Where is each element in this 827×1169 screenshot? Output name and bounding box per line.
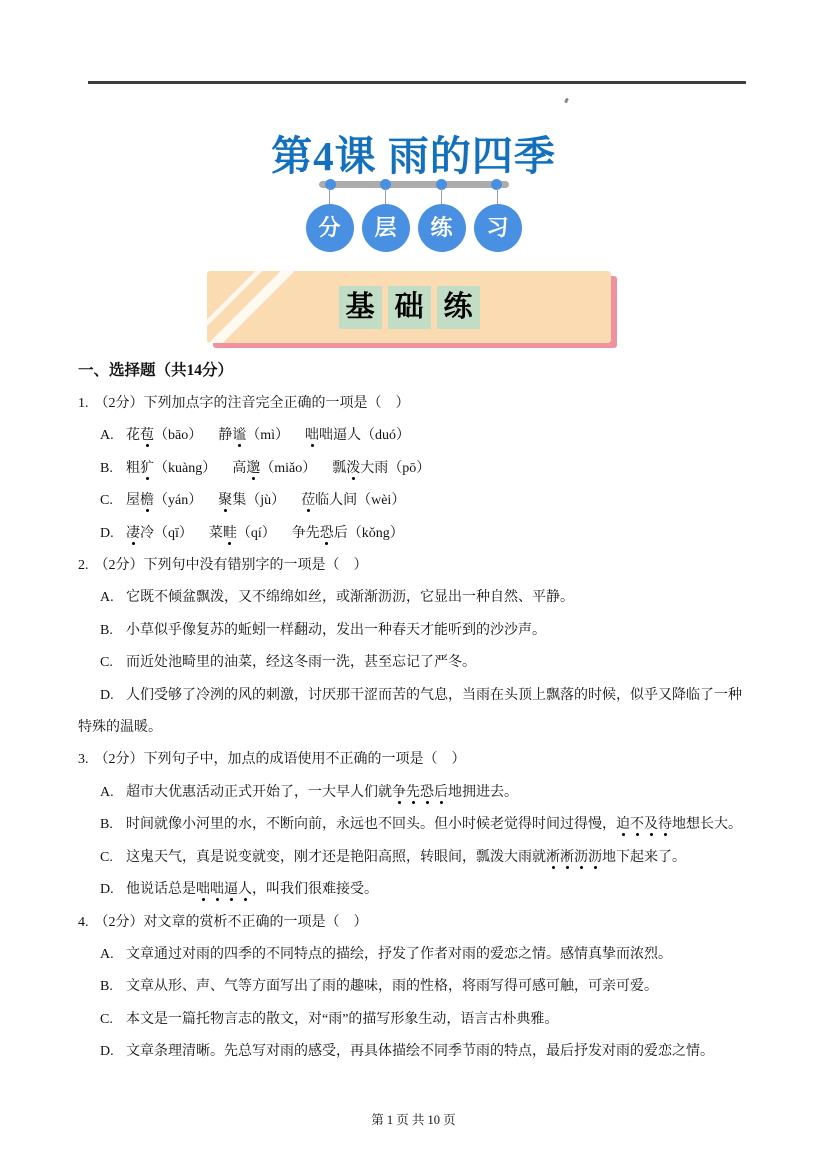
banner-tile: 基 <box>339 286 382 329</box>
option-row <box>78 1036 744 1068</box>
badge-item <box>418 188 466 252</box>
option-label: D. <box>100 1044 114 1060</box>
option-label: D. <box>100 687 114 703</box>
option-row <box>78 777 744 809</box>
dotted-char: 后 <box>434 784 448 800</box>
section-heading: 一、选择题（共14分） <box>78 362 234 379</box>
question <box>78 388 744 550</box>
dotted-char: 莅 <box>301 493 316 509</box>
question-stem-text: （2分）下列句子中，加点的成语使用不正确的一项是（ ） <box>94 752 466 768</box>
option-phrase: 莅临人间（wèi） <box>301 493 406 509</box>
dotted-char: 恐 <box>420 784 434 800</box>
badge-circle: 习 <box>474 204 522 252</box>
option-label: C. <box>100 655 113 671</box>
option-phrase: 咄咄逼人（duó） <box>305 428 410 444</box>
option-phrase: 聚集（jù） <box>218 493 286 509</box>
option-phrase: 花苞（bāo） <box>126 428 203 444</box>
option-row <box>78 971 744 1003</box>
option-phrase: 屋檐（yán） <box>126 493 203 509</box>
question-stem <box>78 388 744 420</box>
basic-practice-banner <box>207 271 611 343</box>
dotted-char: 咄 <box>210 882 224 898</box>
badge-item <box>306 188 354 252</box>
question <box>78 550 744 744</box>
question-number: 2. <box>78 558 89 574</box>
option-label: C. <box>100 849 113 865</box>
option-phrase: 文章从形、声、气等方面写出了雨的趣味，雨的性格，将雨写得可感可触，可亲可爱。 <box>126 979 658 995</box>
banner-tile: 练 <box>437 286 480 329</box>
dotted-char: 淅 <box>546 849 560 865</box>
option-phrase: 时间就像小河里的水，不断向前，永远也不回头。但小时候老觉得时间过得慢，迫不及待地想长大。 <box>126 817 742 833</box>
hang-line <box>497 188 499 204</box>
option-label: C. <box>100 493 113 509</box>
option-phrase: 文章通过对雨的四季的不同特点的描绘，抒发了作者对雨的爱恋之情。感情真挚而浓烈。 <box>126 946 672 962</box>
page-number-footer: 第 1 页 共 10 页 <box>371 1113 456 1127</box>
option-phrase: 粗犷（kuàng） <box>126 460 217 476</box>
hang-line <box>441 188 443 204</box>
dotted-char: 不 <box>630 817 644 833</box>
question-number: 3. <box>78 752 89 768</box>
question-stem-text: （2分）下列加点字的注音完全正确的一项是（ ） <box>94 396 410 411</box>
banner-tiles <box>207 271 611 343</box>
dotted-char: 谧 <box>232 428 247 444</box>
dotted-char: 恐 <box>319 525 334 541</box>
question-stem-text: （2分）对文章的赏析不正确的一项是（ ） <box>94 914 368 930</box>
option-label: D. <box>100 525 114 541</box>
option-row <box>78 582 744 614</box>
banner-tile: 础 <box>388 286 431 329</box>
dotted-char: 聚 <box>218 493 233 509</box>
question-number: 4. <box>78 914 89 930</box>
option-phrase: 它既不倾盆飘泼，又不绵绵如丝，或渐渐沥沥，它显出一种自然、平静。 <box>126 590 574 606</box>
option-phrase: 而近处池畸里的油菜，经这冬雨一洗，甚至忘记了严冬。 <box>126 655 476 671</box>
option-phrase: 超市大优惠活动正式开始了，一大早人们就争先恐后地拥进去。 <box>126 784 518 800</box>
option-phrase: 小草似乎像复苏的蚯蚓一样翻动，发出一种春天才能听到的沙沙声。 <box>126 622 546 638</box>
question-stem <box>78 744 744 776</box>
badge-item <box>362 188 410 252</box>
dotted-char: 凄 <box>126 525 140 541</box>
question-list <box>78 388 744 1069</box>
option-row <box>78 1004 744 1036</box>
option-row <box>78 809 744 841</box>
question-number: 1. <box>78 396 89 411</box>
badge-item <box>474 188 522 252</box>
hang-line <box>329 188 331 204</box>
question-stem <box>78 550 744 582</box>
option-label: A. <box>100 784 114 800</box>
option-phrase: 争先恐后（kǒng） <box>291 525 404 541</box>
worksheet-content <box>78 356 744 1069</box>
question <box>78 744 744 906</box>
question-stem <box>78 907 744 939</box>
option-phrase: 文章条理清晰。先总写对雨的感受，再具体描绘不同季节雨的特点，最后抒发对雨的爱恋之情。 <box>126 1044 714 1060</box>
badge-circle: 练 <box>418 204 466 252</box>
option-label: B. <box>100 979 113 995</box>
badge-row <box>306 188 522 252</box>
option-row <box>78 647 744 679</box>
option-row <box>78 485 744 517</box>
layered-practice-decoration <box>0 181 827 252</box>
dotted-char: 先 <box>406 784 420 800</box>
option-label: A. <box>100 590 114 606</box>
question-stem-text: （2分）下列句中没有错别字的一项是（ ） <box>94 558 368 574</box>
option-phrase: 静谧（mì） <box>218 428 289 444</box>
dotted-char: 泼 <box>346 460 361 476</box>
dotted-char: 畦 <box>222 525 237 541</box>
option-label: A. <box>100 428 114 444</box>
dotted-char: 犷 <box>140 460 154 476</box>
option-phrase: 人们受够了冷洌的风的刺激，讨厌那干涩而苦的气息，当雨在头顶上飘落的时候，似乎又降临了一种特殊的温暖。 <box>78 687 742 736</box>
option-label: B. <box>100 460 113 476</box>
option-label: D. <box>100 882 114 898</box>
hang-line <box>385 188 387 204</box>
decoration-bar <box>319 181 509 188</box>
option-row <box>78 420 744 452</box>
option-row <box>78 874 744 906</box>
option-phrase: 高邈（miǎo） <box>232 460 317 476</box>
option-phrase: 菜畦（qí） <box>208 525 276 541</box>
dotted-char: 争 <box>392 784 406 800</box>
option-label: C. <box>100 1011 113 1027</box>
option-row <box>78 842 744 874</box>
option-label: A. <box>100 946 114 962</box>
option-label: B. <box>100 817 113 833</box>
dotted-char: 及 <box>644 817 658 833</box>
dotted-char: 咄 <box>305 428 319 444</box>
option-phrase: 本文是一篇托物言志的散文，对“雨”的描写形象生动，语言古朴典雅。 <box>126 1011 559 1027</box>
badge-circle: 分 <box>306 204 354 252</box>
dotted-char: 檐 <box>140 493 154 509</box>
dotted-char: 逼 <box>224 882 238 898</box>
badge-circle: 层 <box>362 204 410 252</box>
dotted-char: 邈 <box>246 460 261 476</box>
stray-ink-mark <box>564 98 569 104</box>
header-rule <box>88 81 746 84</box>
dotted-char: 苞 <box>140 428 154 444</box>
lesson-title: 第4课 雨的四季 <box>271 133 556 180</box>
option-phrase: 这鬼天气，真是说变就变，刚才还是艳阳高照，转眼间，瓢泼大雨就淅淅沥沥地下起来了。 <box>126 849 686 865</box>
dotted-char: 人 <box>238 882 252 898</box>
option-phrase: 瓢泼大雨（pō） <box>332 460 431 476</box>
option-row <box>78 453 744 485</box>
dotted-char: 淅 <box>560 849 574 865</box>
dotted-char: 迫 <box>616 817 630 833</box>
dotted-char: 咄 <box>196 882 210 898</box>
option-phrase: 凄冷（qī） <box>126 525 193 541</box>
option-row <box>78 680 744 745</box>
dotted-char: 沥 <box>574 849 588 865</box>
option-row <box>78 518 744 550</box>
dotted-char: 沥 <box>588 849 602 865</box>
option-row <box>78 939 744 971</box>
option-label: B. <box>100 622 113 638</box>
option-row <box>78 615 744 647</box>
dotted-char: 待 <box>658 817 672 833</box>
question <box>78 907 744 1069</box>
option-phrase: 他说话总是咄咄逼人，叫我们很难接受。 <box>126 882 378 898</box>
